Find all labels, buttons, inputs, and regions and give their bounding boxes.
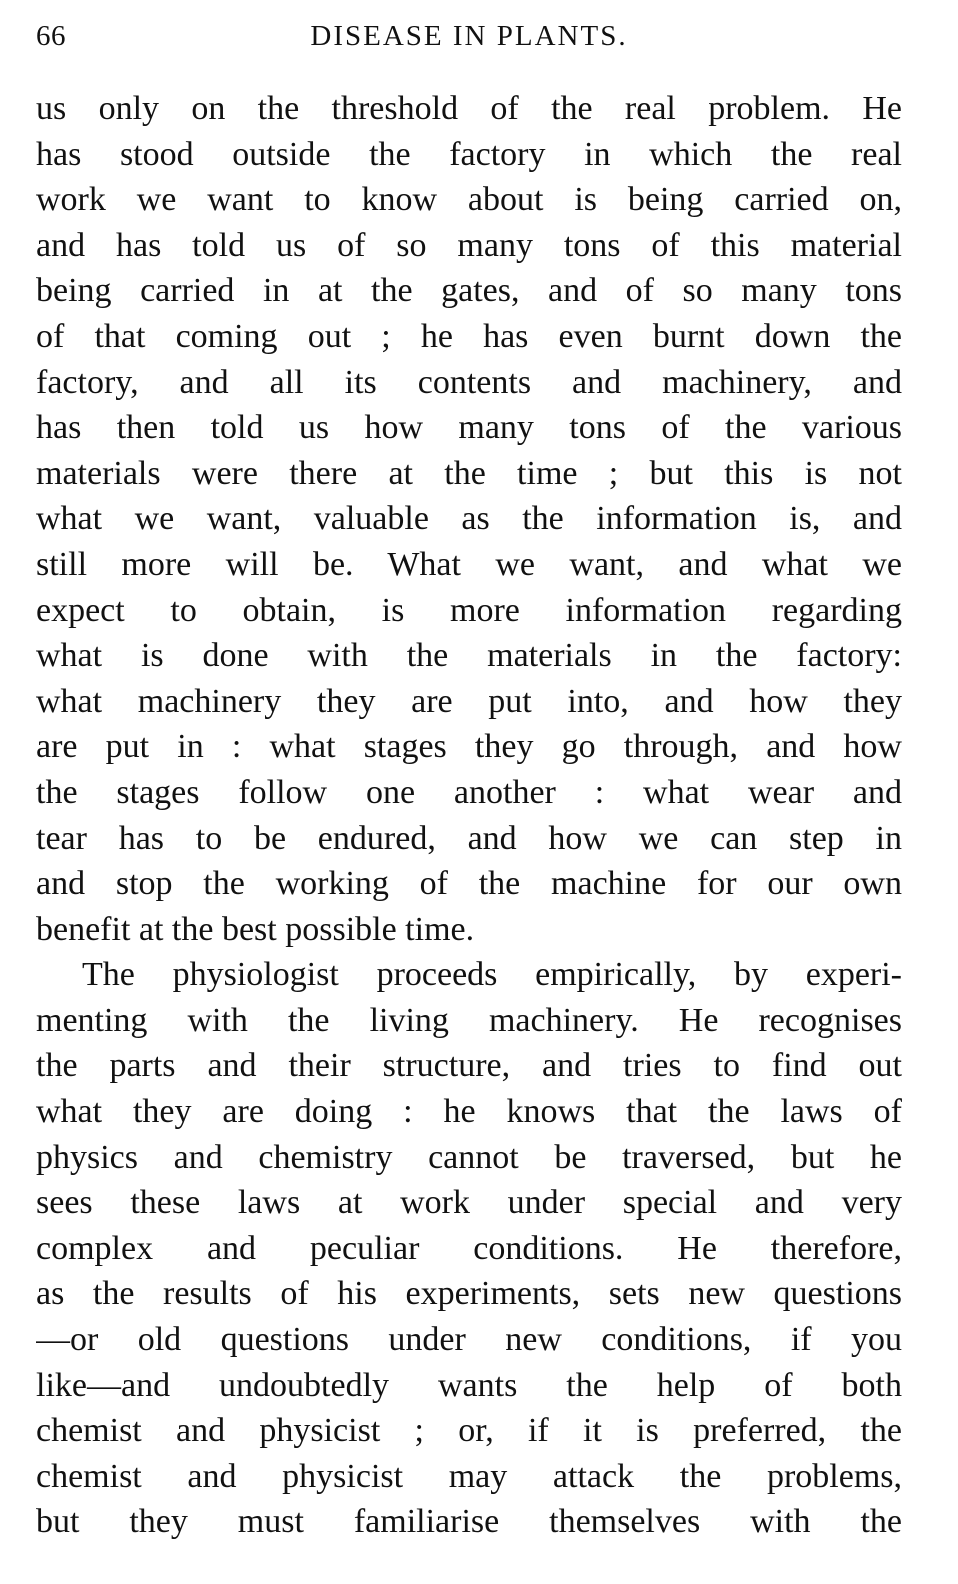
text-line: what they are doing : he knows that the laws of (36, 1093, 902, 1131)
text-line: benefit at the best possible time. (36, 910, 475, 948)
text-line: —or old questions under new conditions, if you (36, 1321, 902, 1359)
text-line: the stages follow one another : what wear and (36, 773, 902, 811)
text-line: menting with the living machinery. He recognises (36, 1001, 902, 1039)
text-line: complex and peculiar conditions. He therefore, (36, 1229, 902, 1267)
text-line: chemist and physicist may attack the problems, (36, 1457, 902, 1495)
text-line: the parts and their structure, and tries to find out (36, 1047, 902, 1085)
text-line: being carried in at the gates, and of so many tons (36, 272, 902, 310)
text-line: has then told us how many tons of the various (36, 409, 902, 447)
text-line: physics and chemistry cannot be traversed, but he (36, 1138, 902, 1176)
text-line: what machinery they are put into, and how they (36, 682, 902, 720)
text-line: has stood outside the factory in which the real (36, 135, 902, 173)
text-line: us only on the threshold of the real problem. He (36, 90, 902, 127)
text-line: tear has to be endured, and how we can step in (36, 819, 902, 857)
running-title: DISEASE IN PLANTS. (310, 20, 628, 52)
page-number: 66 (36, 20, 66, 52)
text-line: and has told us of so many tons of this material (36, 226, 902, 264)
text-line: sees these laws at work under special and very (36, 1184, 902, 1222)
text-line: materials were there at the time ; but this is not (36, 454, 902, 492)
text-line: what we want, valuable as the information is, and (36, 500, 902, 538)
text-line: like—and undoubtedly wants the help of both (36, 1366, 902, 1404)
paragraph-1 (36, 86, 902, 952)
paragraph-2 (36, 952, 902, 1545)
running-head (36, 14, 902, 58)
text-line: work we want to know about is being carried on, (36, 181, 902, 219)
text-line: what is done with the materials in the factory: (36, 637, 902, 675)
text-line: chemist and physicist ; or, if it is preferred, the (36, 1412, 902, 1450)
body-text (36, 86, 902, 1545)
text-line: are put in : what stages they go through, and how (36, 728, 902, 766)
text-line: The physiologist proceeds empirically, by experi- (82, 956, 902, 994)
text-line: of that coming out ; he has even burnt down the (36, 317, 902, 355)
text-line: but they must familiarise themselves with the (36, 1503, 902, 1541)
text-line: factory, and all its contents and machinery, and (36, 363, 902, 401)
text-line: as the results of his experiments, sets new questions (36, 1275, 902, 1313)
text-line: expect to obtain, is more information regarding (36, 591, 902, 629)
text-line: and stop the working of the machine for our own (36, 865, 902, 903)
text-line: still more will be. What we want, and what we (36, 545, 902, 583)
